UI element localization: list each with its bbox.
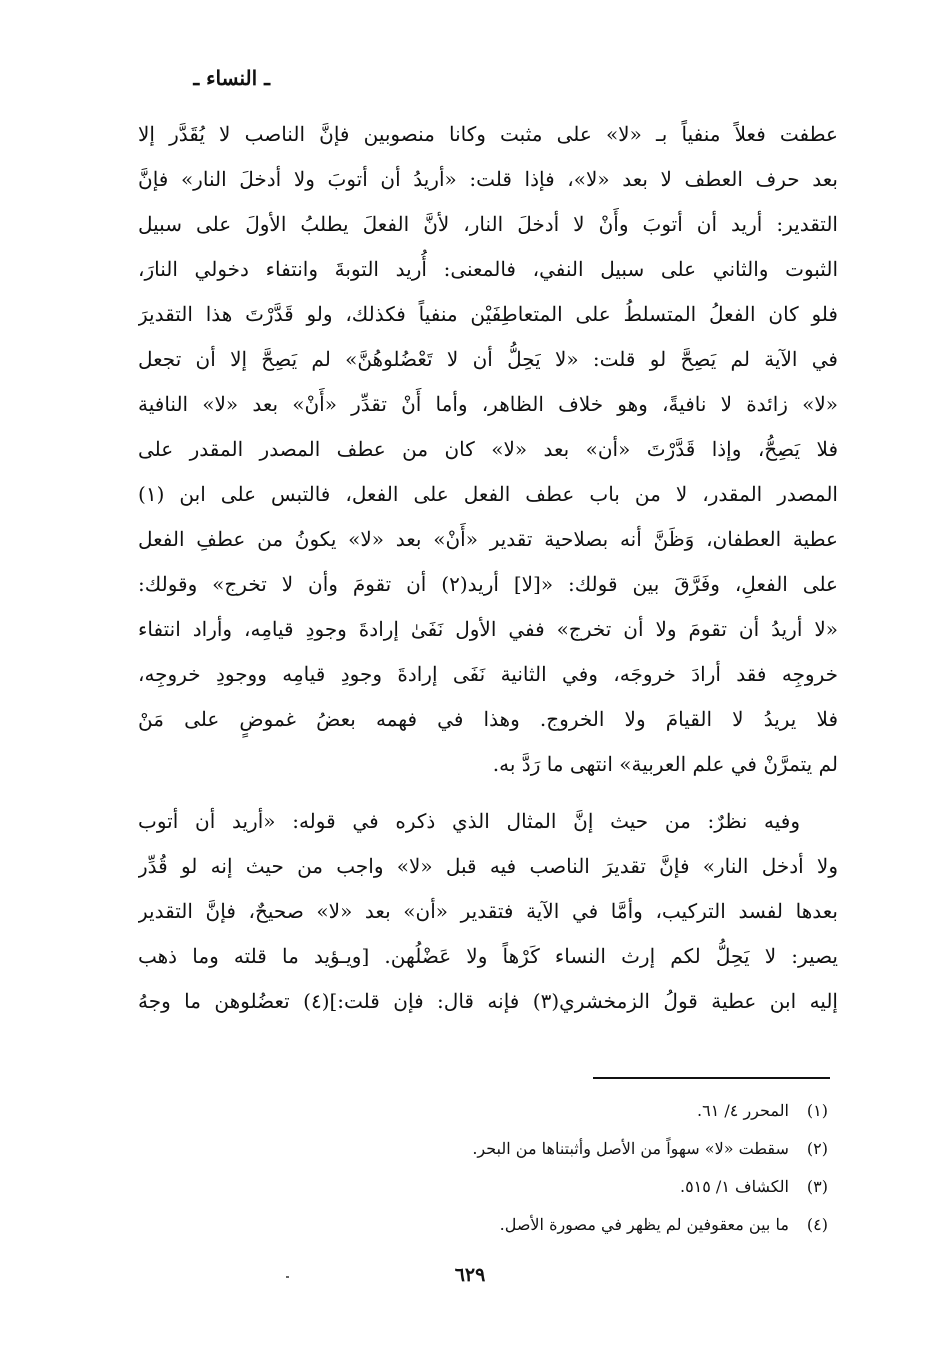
footnote-number: (٢) bbox=[806, 1139, 828, 1158]
running-title: ـ النساء ـ bbox=[193, 66, 270, 90]
text-line: «لا أريدُ أن تقومَ ولا أن تخرج» ففي الأول نَفَىٰ إرادةَ وجودِ قيامِه، وأراد انتفاء bbox=[138, 617, 838, 641]
text-line: فلا يَصِحُّ، وإذا قَدَّرْتَ «أن» بعد «لا» كان من عطف المصدر المقدر على bbox=[138, 437, 838, 461]
text-line: لم يتمرَّنْ في علم العربية» انتهى ما رَدَّ به. bbox=[492, 752, 838, 776]
text-line: «لا» زائدة لا نافيةً، وهو خلاف الظاهر، وأما أَنْ تقدِّر «أَنْ» بعد «لا» النافية bbox=[138, 392, 838, 416]
text-line: إليه ابن عطية قولُ الزمخشري(٣) فإنه قال: فإن قلت:](٤) تعضُلوهن ما وجهُ bbox=[138, 989, 838, 1013]
scan-speck bbox=[286, 1276, 289, 1278]
text-line: وفيه نظرٌ: من حيث إنَّ المثال الذي ذكره في قوله: «أريد أن أتوب bbox=[138, 809, 800, 833]
text-line: عطية العطفان، وَظَنَّ أنه بصلاحية تقدير «أَنْ» بعد «لا» يكونُ من عطفِ الفعل bbox=[138, 527, 838, 551]
footnote-number: (٣) bbox=[806, 1177, 828, 1196]
footnote-1 bbox=[428, 1092, 828, 1130]
footnote-2 bbox=[428, 1130, 828, 1168]
text-line: على الفعلِ، وفَرَّقَ بين قولك: «[لا] أريد(٢) أن تقومَ وأن لا تخرج» وقولك: bbox=[138, 572, 838, 596]
text-line: المصدر المقدر، لا من باب عطف الفعل على الفعل، فالتبس على ابن (١) bbox=[138, 482, 838, 506]
footnote-3 bbox=[428, 1168, 828, 1206]
text-line: فلا يريدُ لا القيامَ ولا الخروج. وهذا في فهمه بعضُ غموضٍ على مَنْ bbox=[138, 707, 838, 731]
footnote-text: المحرر ٤/ ٦١. bbox=[697, 1101, 789, 1120]
paragraph-2 bbox=[138, 799, 838, 1024]
footnotes bbox=[428, 1092, 828, 1244]
text-line: التقدير: أريد أن أتوبَ وأَنْ لا أدخلَ النار، لأنَّ الفعلَ يطلبُ الأولَ على سبيل bbox=[138, 212, 838, 236]
text-line: يصير: لا يَحِلُّ لكم إرث النساء كَرْهاً ولا عَضْلُهن. [ويـؤيد ما قلته وما ذهب bbox=[138, 944, 838, 968]
text-line: الثبوت والثاني على سبيل النفي، فالمعنى: أُريد التوبةَ وانتفاء دخولي النارَ، bbox=[138, 257, 838, 281]
text-line: فلو كان الفعلُ المتسلطُ على المتعاطِفَيْن منفياً فكذلك، ولو قَدَّرْتَ هذا التقديرَ bbox=[138, 302, 838, 326]
footnote-4 bbox=[428, 1206, 828, 1244]
text-line: عطفت فعلاً منفياً بـ «لا» على مثبت وكانا منصوبين فإنَّ الناصب لا يُقَدَّر إلا bbox=[138, 122, 838, 146]
footnote-separator bbox=[593, 1077, 830, 1079]
paragraph-1 bbox=[138, 112, 838, 787]
text-line: بعد حرف العطف لا بعد «لا»، فإذا قلت: «أريدُ أن أتوبَ ولا أدخلَ النار» فإنَّ bbox=[138, 167, 838, 191]
text-line: في الآية لم يَصِحَّ لو قلت: «لا يَحِلُّ أن لا تَعْضُلوهُنَّ» لم يَصِحَّ إلا أن تجعل bbox=[138, 347, 838, 371]
text-line: ولا أدخل النار» فإنَّ تقديرَ الناصب فيه قبل «لا» واجب من حيث إنه لو قُدِّر bbox=[138, 854, 838, 878]
footnote-text: ما بين معقوفين لم يظهر في مصورة الأصل. bbox=[499, 1215, 789, 1234]
footnote-number: (٤) bbox=[806, 1215, 828, 1234]
footnote-number: (١) bbox=[806, 1101, 828, 1120]
text-line: خروجِه فقد أرادَ خروجَه، وفي الثانية نَفَى إرادةَ وجودِ قيامِه ووجودِ خروجِه، bbox=[138, 662, 838, 686]
text-line: بعدها لفسد التركيب، وأمَّا في الآية فتقدير «أن» بعد «لا» صحيحٌ، فإنَّ التقدير bbox=[138, 899, 838, 923]
footnote-text: الكشاف ١/ ٥١٥. bbox=[679, 1177, 789, 1196]
footnote-text: سقطت «لا» سهواً من الأصل وأثبتناها من البحر. bbox=[472, 1139, 789, 1158]
page-number: ٦٢٩ bbox=[454, 1264, 486, 1286]
main-text bbox=[138, 112, 838, 1024]
